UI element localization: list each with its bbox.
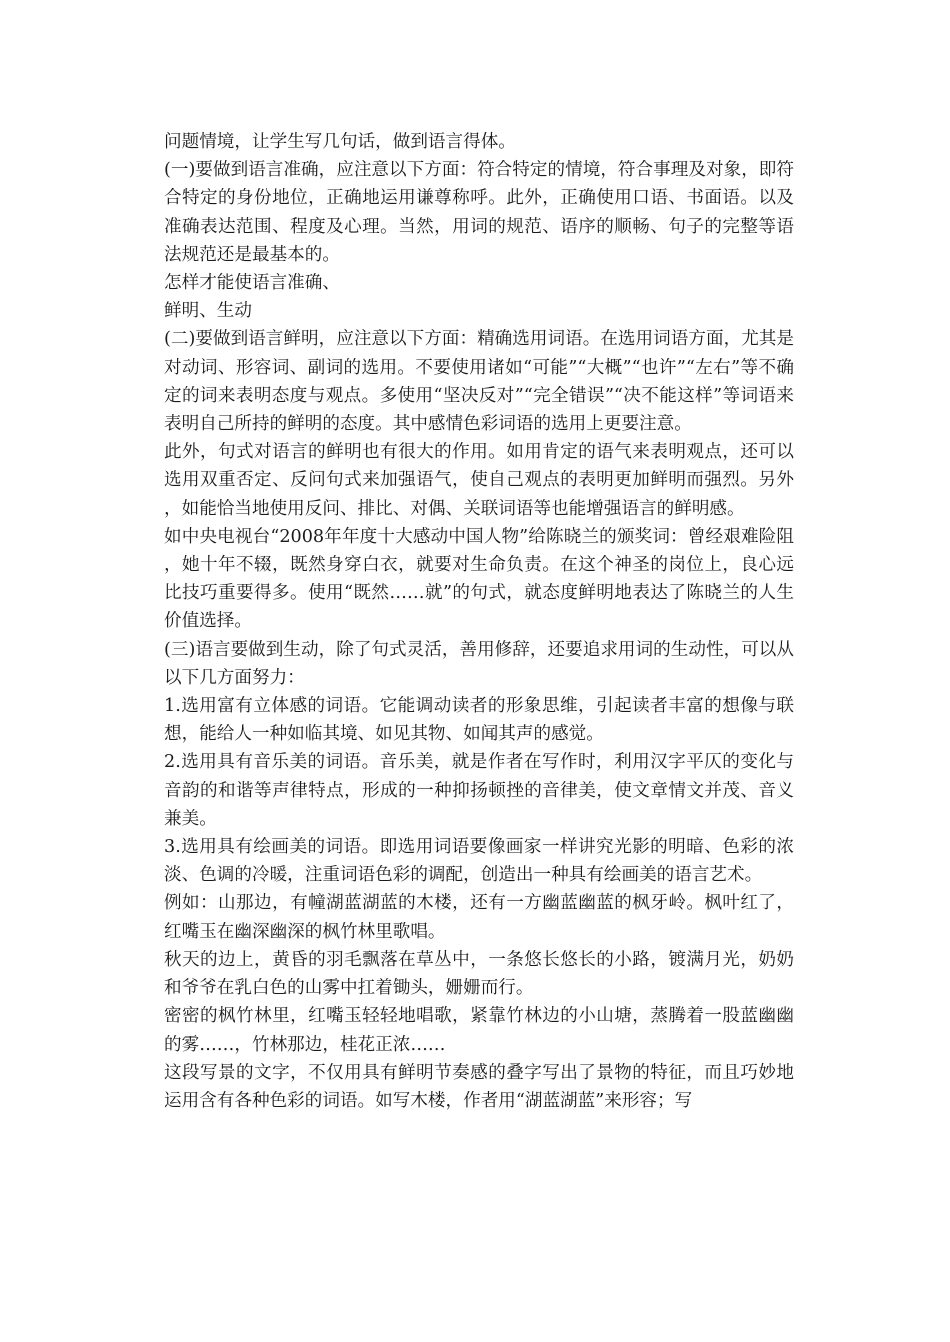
point-2-paragraph: 2.选用具有音乐美的词语。音乐美，就是作者在写作时，利用汉字平仄的变化与音韵的和谐等声律特点，形成的一种抑扬顿挫的音律美，使文章情文并茂、音义兼美。 [164,752,794,829]
intro-paragraph: 问题情境，让学生写几句话，做到语言得体。 [164,132,516,152]
clarity-section-paragraph: (二)要做到语言鲜明，应注意以下方面：精确选用词语。在选用词语方面，尤其是对动词、形容词、副词的选用。不要使用诸如“可能”“大概”“也许”“左右”等不确定的词来表明态度与观点。多使用“坚决反对”“完全错误”“决不能这样”等词语来表明自己所持的鲜明的态度。其中感情色彩词语的选用上更要注意。 [164,329,794,435]
example-scene-paragraph-1: 例如：山那边，有幢湖蓝湖蓝的木楼，还有一方幽蓝幽蓝的枫牙岭。枫叶红了，红嘴玉在幽深幽深的枫竹林里歌唱。 [164,893,794,942]
point-1-paragraph: 1.选用富有立体感的词语。它能调动读者的形象思维，引起读者丰富的想像与联想，能给人一种如临其境、如见其物、如闻其声的感觉。 [164,696,794,745]
analysis-paragraph: 这段写景的文字，不仅用具有鲜明节奏感的叠字写出了景物的特征，而且巧妙地运用含有各种色彩的词语。如写木楼，作者用“湖蓝湖蓝”来形容；写 [164,1062,794,1111]
example-scene-paragraph-3: 密密的枫竹林里，红嘴玉轻轻地唱歌，紧靠竹林边的小山塘，蒸腾着一股蓝幽幽的雾……，竹林那边，桂花正浓…… [164,1006,794,1055]
heading-line-2: 鲜明、生动 [164,301,252,322]
point-3-paragraph: 3.选用具有绘画美的词语。即选用词语要像画家一样讲究光影的明暗、色彩的浓淡、色调的冷暖，注重词语色彩的调配，创造出一种具有绘画美的语言艺术。 [164,837,794,886]
example-scene-paragraph-2: 秋天的边上，黄昏的羽毛飘落在草丛中，一条悠长悠长的小路，镀满月光，奶奶和爷爷在乳白色的山雾中扛着锄头，姗姗而行。 [164,949,794,999]
sentence-pattern-paragraph: 此外，句式对语言的鲜明也有很大的作用。如用肯定的语气来表明观点，还可以选用双重否定、反问句式来加强语气，使自己观点的表明更加鲜明而强烈。另外，如能恰当地使用反问、排比、对偶、关联词语等也能增强语言的鲜明感。 [164,442,794,519]
example-award-paragraph: 如中央电视台“2008年年度十大感动中国人物”给陈晓兰的颁奖词：曾经艰难险阻，她十年不辍，既然身穿白衣，就要对生命负责。在这个神圣的岗位上，良心远比技巧重要得多。使用“既然……就”的句式，就态度鲜明地表达了陈晓兰的人生价值选择。 [164,526,794,632]
vividness-section-paragraph: (三)语言要做到生动，除了句式灵活，善用修辞，还要追求用词的生动性，可以从以下几方面努力： [164,639,794,688]
document-body [164,128,794,1115]
heading-line-1: 怎样才能使语言准确、 [164,273,340,294]
accuracy-section-paragraph: (一)要做到语言准确，应注意以下方面：符合特定的情境，符合事理及对象，即符合特定的身份地位，正确地运用谦尊称呼。此外，正确使用口语、书面语。以及准确表达范围、程度及心理。当然，用词的规范、语序的顺畅、句子的完整等语法规范还是最基本的。 [164,160,794,265]
